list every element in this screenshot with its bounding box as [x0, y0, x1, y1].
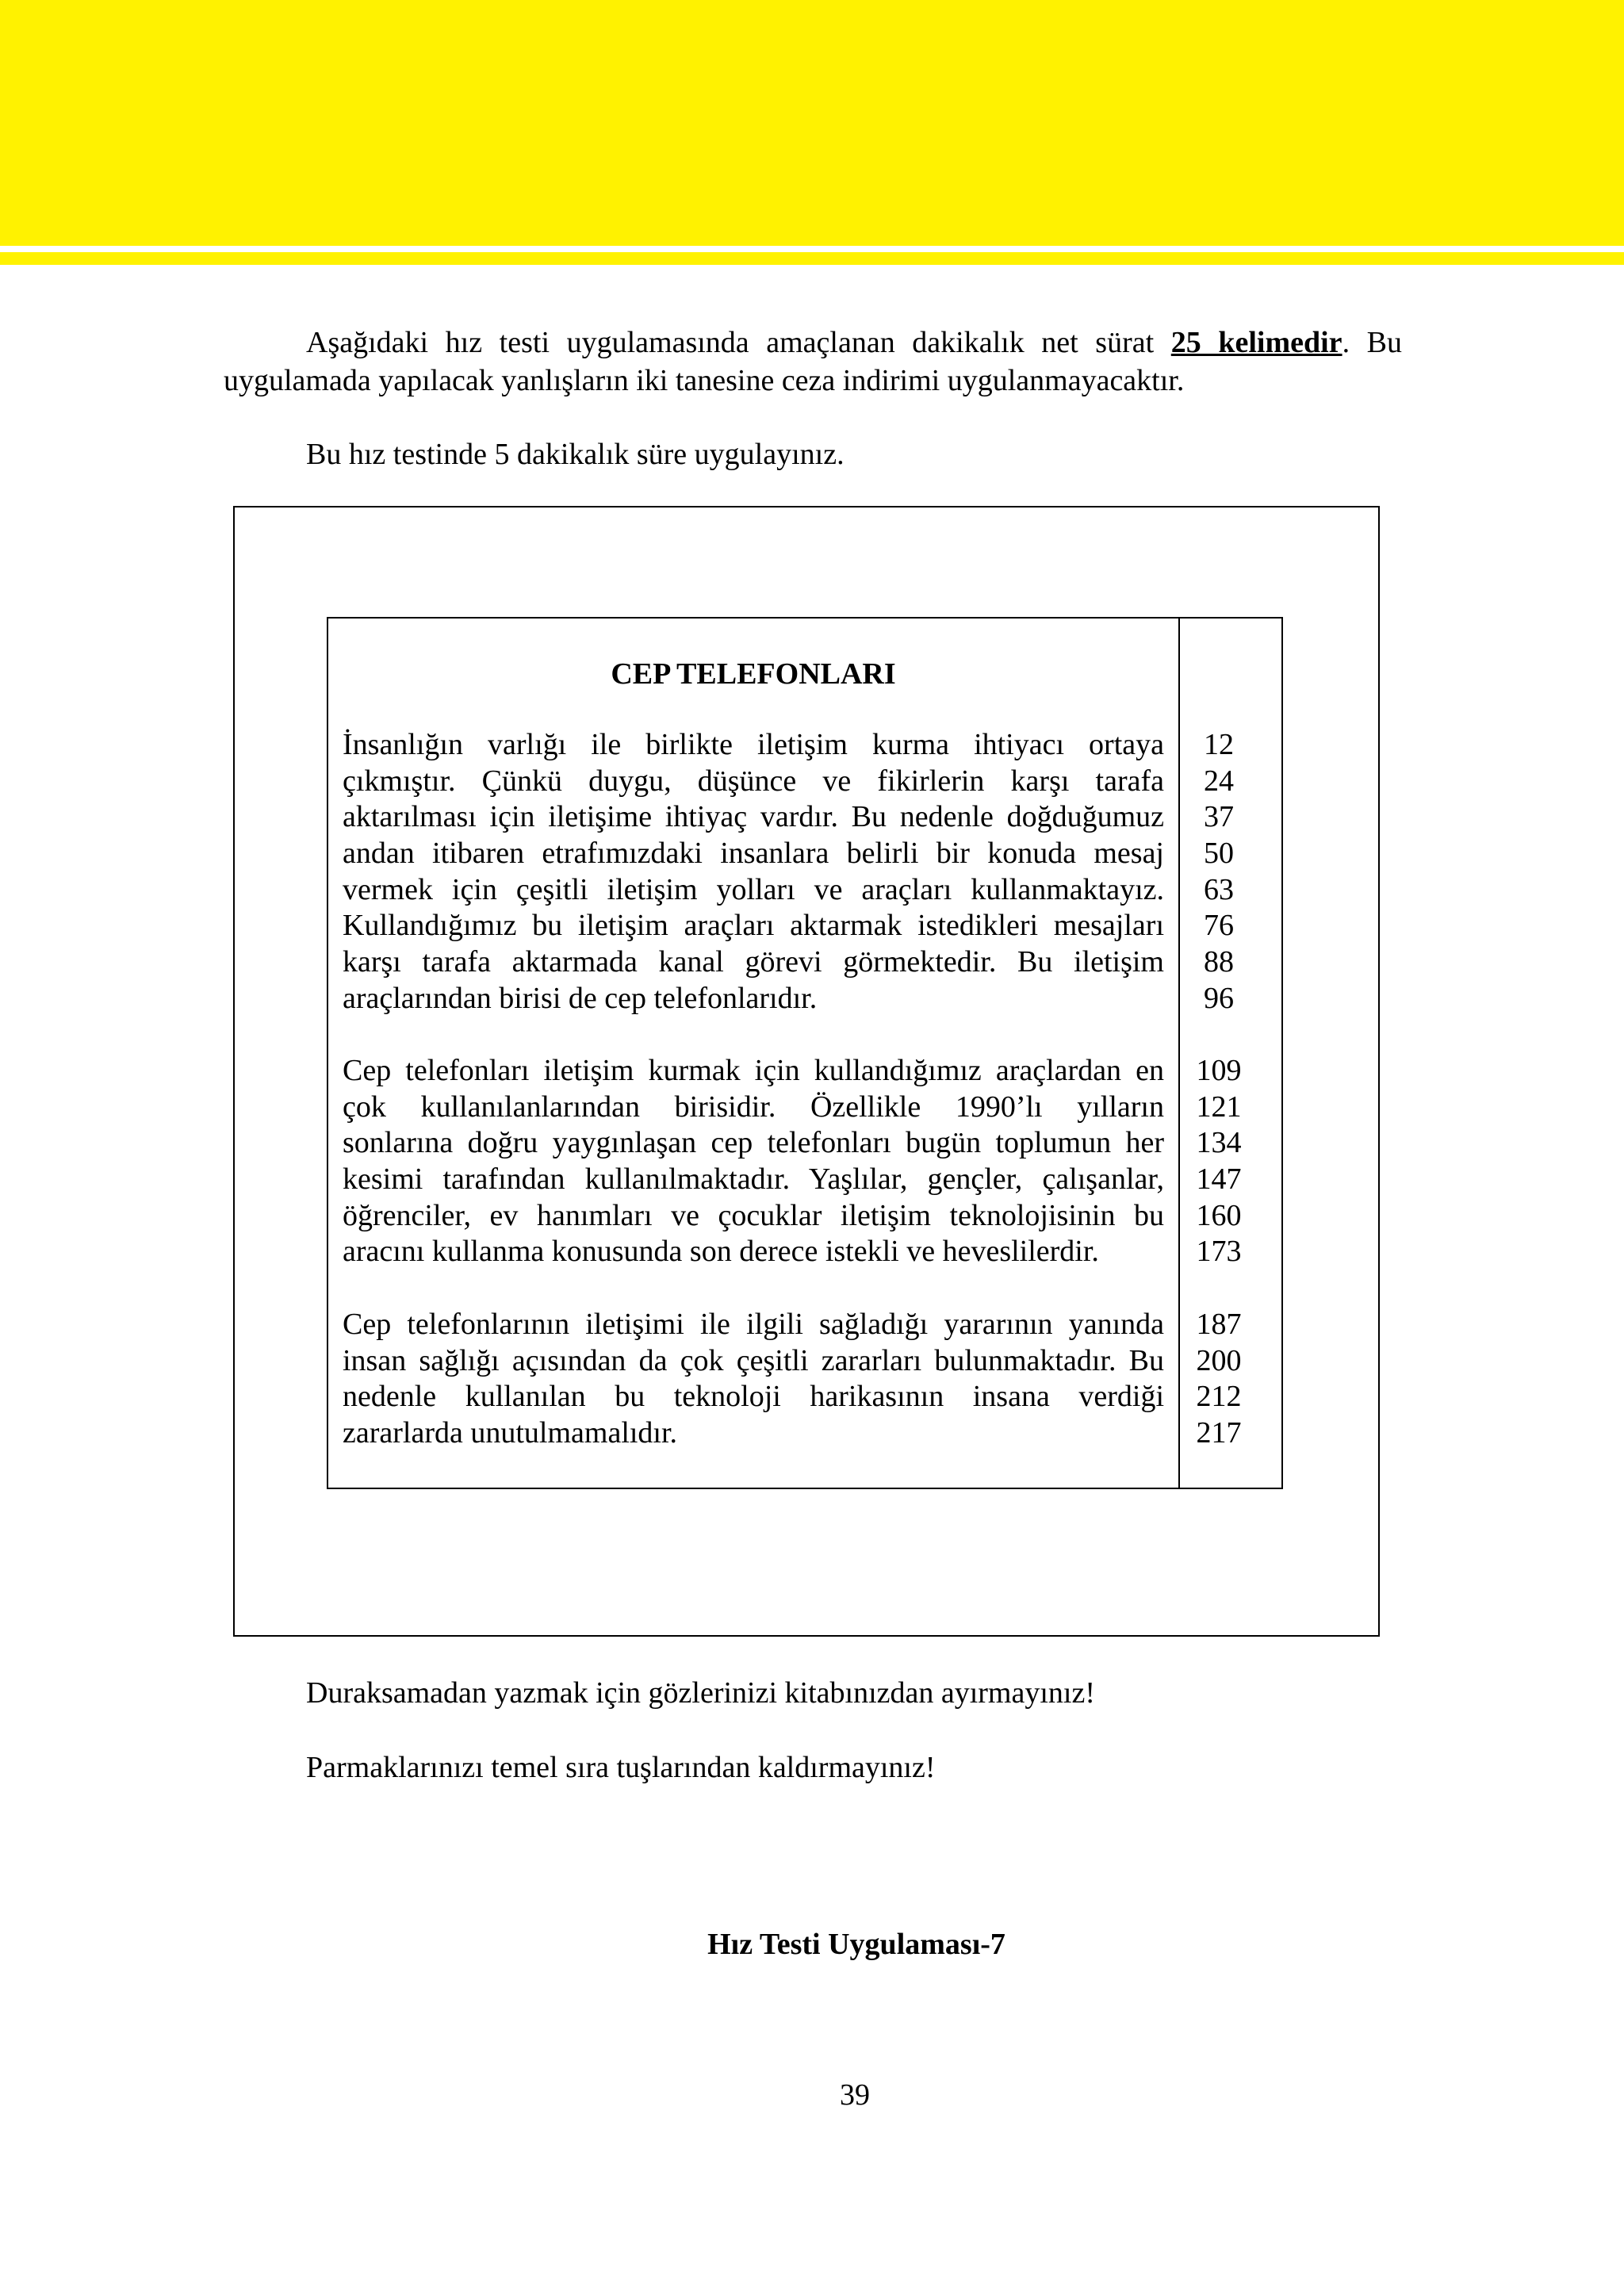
passage-line: İnsanlığın varlığı ile birlikte iletişim kurma ihtiyacı ortaya [343, 728, 1164, 761]
header-band [0, 0, 1624, 246]
passage-line: karşı tarafa aktarmada kanal görevi görmektedir. Bu iletişim [343, 945, 1164, 979]
word-counts-3 [1186, 1307, 1251, 1452]
passage-line: aracını kullanma konusunda son derece istekli ve heveslilerdir. [343, 1235, 1099, 1269]
word-count: 50 [1204, 837, 1234, 871]
passage-line: sonlarına doğru yaygınlaşan cep telefonları bugün toplumun her [343, 1126, 1164, 1160]
word-counts-2 [1186, 1053, 1251, 1270]
word-count: 12 [1204, 728, 1234, 761]
passage-line: kesimi tarafından kullanılmaktadır. Yaşlılar, gençler, çalışanlar, [343, 1162, 1164, 1197]
word-count: 37 [1204, 800, 1234, 834]
word-counts-1 [1186, 727, 1251, 1017]
exercise-title: Hız Testi Uygulaması-7 [707, 1928, 1005, 1961]
word-count: 173 [1196, 1235, 1242, 1269]
word-count: 121 [1196, 1090, 1242, 1124]
word-count: 24 [1204, 764, 1234, 798]
word-count: 212 [1196, 1380, 1242, 1414]
intro-text-start: Aşağıdaki hız testi uygulamasında amaçlanan dakikalık net sürat [306, 326, 1171, 359]
word-count: 109 [1196, 1054, 1242, 1087]
passage-line: öğrenciler, ev hanımları ve çocuklar iletişim teknolojisinin bu [343, 1198, 1164, 1232]
passage-line: aktarılması için iletişime ihtiyaç vardır. Bu nedenle doğduğumuz [343, 800, 1164, 834]
passage-line: Cep telefonlarının iletişimi ile ilgili sağladığı yararının yanında [343, 1308, 1164, 1341]
passage-line: araçlarından birisi de cep telefonlarıdır. [343, 981, 818, 1015]
word-count: 88 [1204, 945, 1234, 979]
intro-text-end: . Bu uygulamada yapılacak yanlışların iki tanesine ceza indirimi uygulanmayacaktır. [224, 326, 1402, 397]
page-number: 39 [840, 2078, 870, 2112]
word-count: 96 [1204, 981, 1234, 1015]
passage-line: çok kullanılanlarından birisidir. Özellikle 1990’lı yılların [343, 1090, 1164, 1124]
duration-instruction: Bu hız testinde 5 dakikalık süre uygulayınız. [306, 438, 845, 471]
passage-line: insan sağlığı açısından da çok çeşitli zararları bulunmaktadır. Bu [343, 1343, 1164, 1377]
passage-paragraph-3 [343, 1307, 1164, 1452]
passage-line: nedenle kullanılan bu teknoloji harikasının insana verdiği [343, 1380, 1164, 1414]
home-row-instruction: Parmaklarınızı temel sıra tuşlarından kaldırmayınız! [306, 1751, 936, 1784]
passage-line: Kullandığımız bu iletişim araçları aktarmak istedikleri mesajları [343, 909, 1164, 943]
passage-line: zararlarda unutulmamalıdır. [343, 1416, 678, 1450]
target-speed: 25 kelimedir [1170, 326, 1342, 359]
no-pause-instruction: Duraksamadan yazmak için gözlerinizi kitabınızdan ayırmayınız! [306, 1676, 1095, 1710]
word-count: 160 [1196, 1198, 1242, 1232]
word-count: 200 [1196, 1343, 1242, 1377]
header-stripe [0, 252, 1624, 265]
passage-paragraph-2 [343, 1053, 1164, 1270]
word-count: 134 [1196, 1126, 1242, 1160]
intro-paragraph [224, 324, 1402, 400]
passage-paragraph-1 [343, 727, 1164, 1017]
word-count: 187 [1196, 1308, 1242, 1341]
word-count: 147 [1196, 1162, 1242, 1197]
passage-line: Cep telefonları iletişim kurmak için kullandığımız araçlardan en [343, 1054, 1164, 1087]
passage-line: andan itibaren etrafımızdaki insanlara belirli bir konuda mesaj [343, 837, 1164, 871]
passage-line: vermek için çeşitli iletişim yolları ve araçları kullanmaktayız. [343, 872, 1164, 906]
word-count-divider [1178, 617, 1180, 1489]
passage-line: çıkmıştır. Çünkü duygu, düşünce ve fikirlerin karşı tarafa [343, 764, 1164, 798]
passage-title: CEP TELEFONLARI [611, 657, 896, 691]
word-count: 217 [1196, 1416, 1242, 1450]
word-count: 76 [1204, 909, 1234, 943]
word-count: 63 [1204, 872, 1234, 906]
